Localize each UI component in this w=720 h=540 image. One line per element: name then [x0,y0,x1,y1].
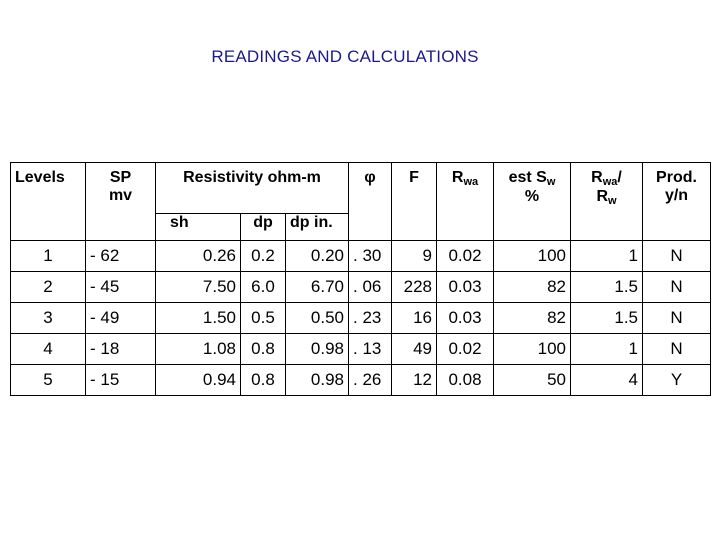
cell-dp: 0.8 [241,334,286,365]
cell-dp: 0.8 [241,365,286,396]
cell-sp: - 18 [86,334,156,365]
cell-sw: 100 [494,334,571,365]
cell-sh: 0.26 [156,241,241,272]
cell-f: 228 [392,272,437,303]
cell-rwa: 0.03 [437,272,494,303]
header-est-sw-unit: % [524,188,540,205]
cell-sp: - 49 [86,303,156,334]
header-dp: dp [241,214,286,241]
table-row [11,334,711,365]
cell-phi: . 26 [349,365,392,396]
cell-dp-in: 0.98 [286,365,349,396]
header-sp [86,163,156,241]
header-prod [643,163,711,241]
cell-sp: - 45 [86,272,156,303]
table-body [11,241,711,396]
cell-f: 12 [392,365,437,396]
header-rwa [437,163,494,241]
cell-sw: 82 [494,303,571,334]
header-sp-label: SP [109,169,132,186]
cell-sh: 1.08 [156,334,241,365]
header-est-sw [494,163,571,241]
cell-ratio: 1 [571,334,643,365]
header-phi: φ [349,163,392,241]
table-row [11,365,711,396]
cell-rwa: 0.08 [437,365,494,396]
page-title: READINGS AND CALCULATIONS [211,47,479,66]
header-est-sw-main: est S [508,169,547,186]
header-prod-label: Prod. [656,169,697,186]
cell-level: 2 [11,272,86,303]
cell-dp-in: 6.70 [286,272,349,303]
header-rwa-sub: wa [463,176,479,188]
cell-ratio: 4 [571,365,643,396]
table-row [11,272,711,303]
cell-prod: N [643,303,711,334]
header-ratio-slash: / [617,169,622,186]
cell-level: 1 [11,241,86,272]
cell-dp-in: 0.98 [286,334,349,365]
header-ratio-sub1: wa [602,176,618,188]
cell-prod: Y [643,365,711,396]
table-row [11,303,711,334]
cell-prod: N [643,241,711,272]
cell-level: 3 [11,303,86,334]
cell-level: 4 [11,334,86,365]
cell-sw: 82 [494,272,571,303]
cell-rwa: 0.02 [437,241,494,272]
cell-phi: . 13 [349,334,392,365]
cell-sh: 7.50 [156,272,241,303]
cell-f: 16 [392,303,437,334]
cell-dp: 0.2 [241,241,286,272]
header-prod-unit: y/n [664,187,689,204]
header-f: F [392,163,437,241]
cell-prod: N [643,272,711,303]
header-dp-in: dp in. [286,214,349,241]
cell-ratio: 1.5 [571,272,643,303]
cell-dp-in: 0.50 [286,303,349,334]
cell-sh: 0.94 [156,365,241,396]
header-ratio-main2: R [596,188,608,205]
header-resistivity: Resistivity ohm-m [156,163,349,214]
header-levels: Levels [11,163,86,241]
cell-rwa: 0.03 [437,303,494,334]
header-ratio-main1: R [591,169,603,186]
header-sh: sh [156,214,241,241]
cell-sw: 100 [494,241,571,272]
table-row [11,241,711,272]
cell-prod: N [643,334,711,365]
cell-f: 9 [392,241,437,272]
cell-dp: 6.0 [241,272,286,303]
cell-ratio: 1.5 [571,303,643,334]
cell-f: 49 [392,334,437,365]
cell-phi: . 30 [349,241,392,272]
header-rwa-main: R [451,169,464,186]
cell-dp: 0.5 [241,303,286,334]
cell-sh: 1.50 [156,303,241,334]
cell-level: 5 [11,365,86,396]
cell-sp: - 15 [86,365,156,396]
cell-phi: . 06 [349,272,392,303]
header-rwa-rw-ratio [571,163,643,241]
header-sp-unit: mv [108,187,133,204]
cell-dp-in: 0.20 [286,241,349,272]
cell-phi: . 23 [349,303,392,334]
cell-sp: - 62 [86,241,156,272]
cell-sw: 50 [494,365,571,396]
cell-ratio: 1 [571,241,643,272]
header-est-sw-sub: w [546,176,556,188]
cell-rwa: 0.02 [437,334,494,365]
readings-table [10,162,711,396]
header-ratio-sub2: w [608,195,617,207]
